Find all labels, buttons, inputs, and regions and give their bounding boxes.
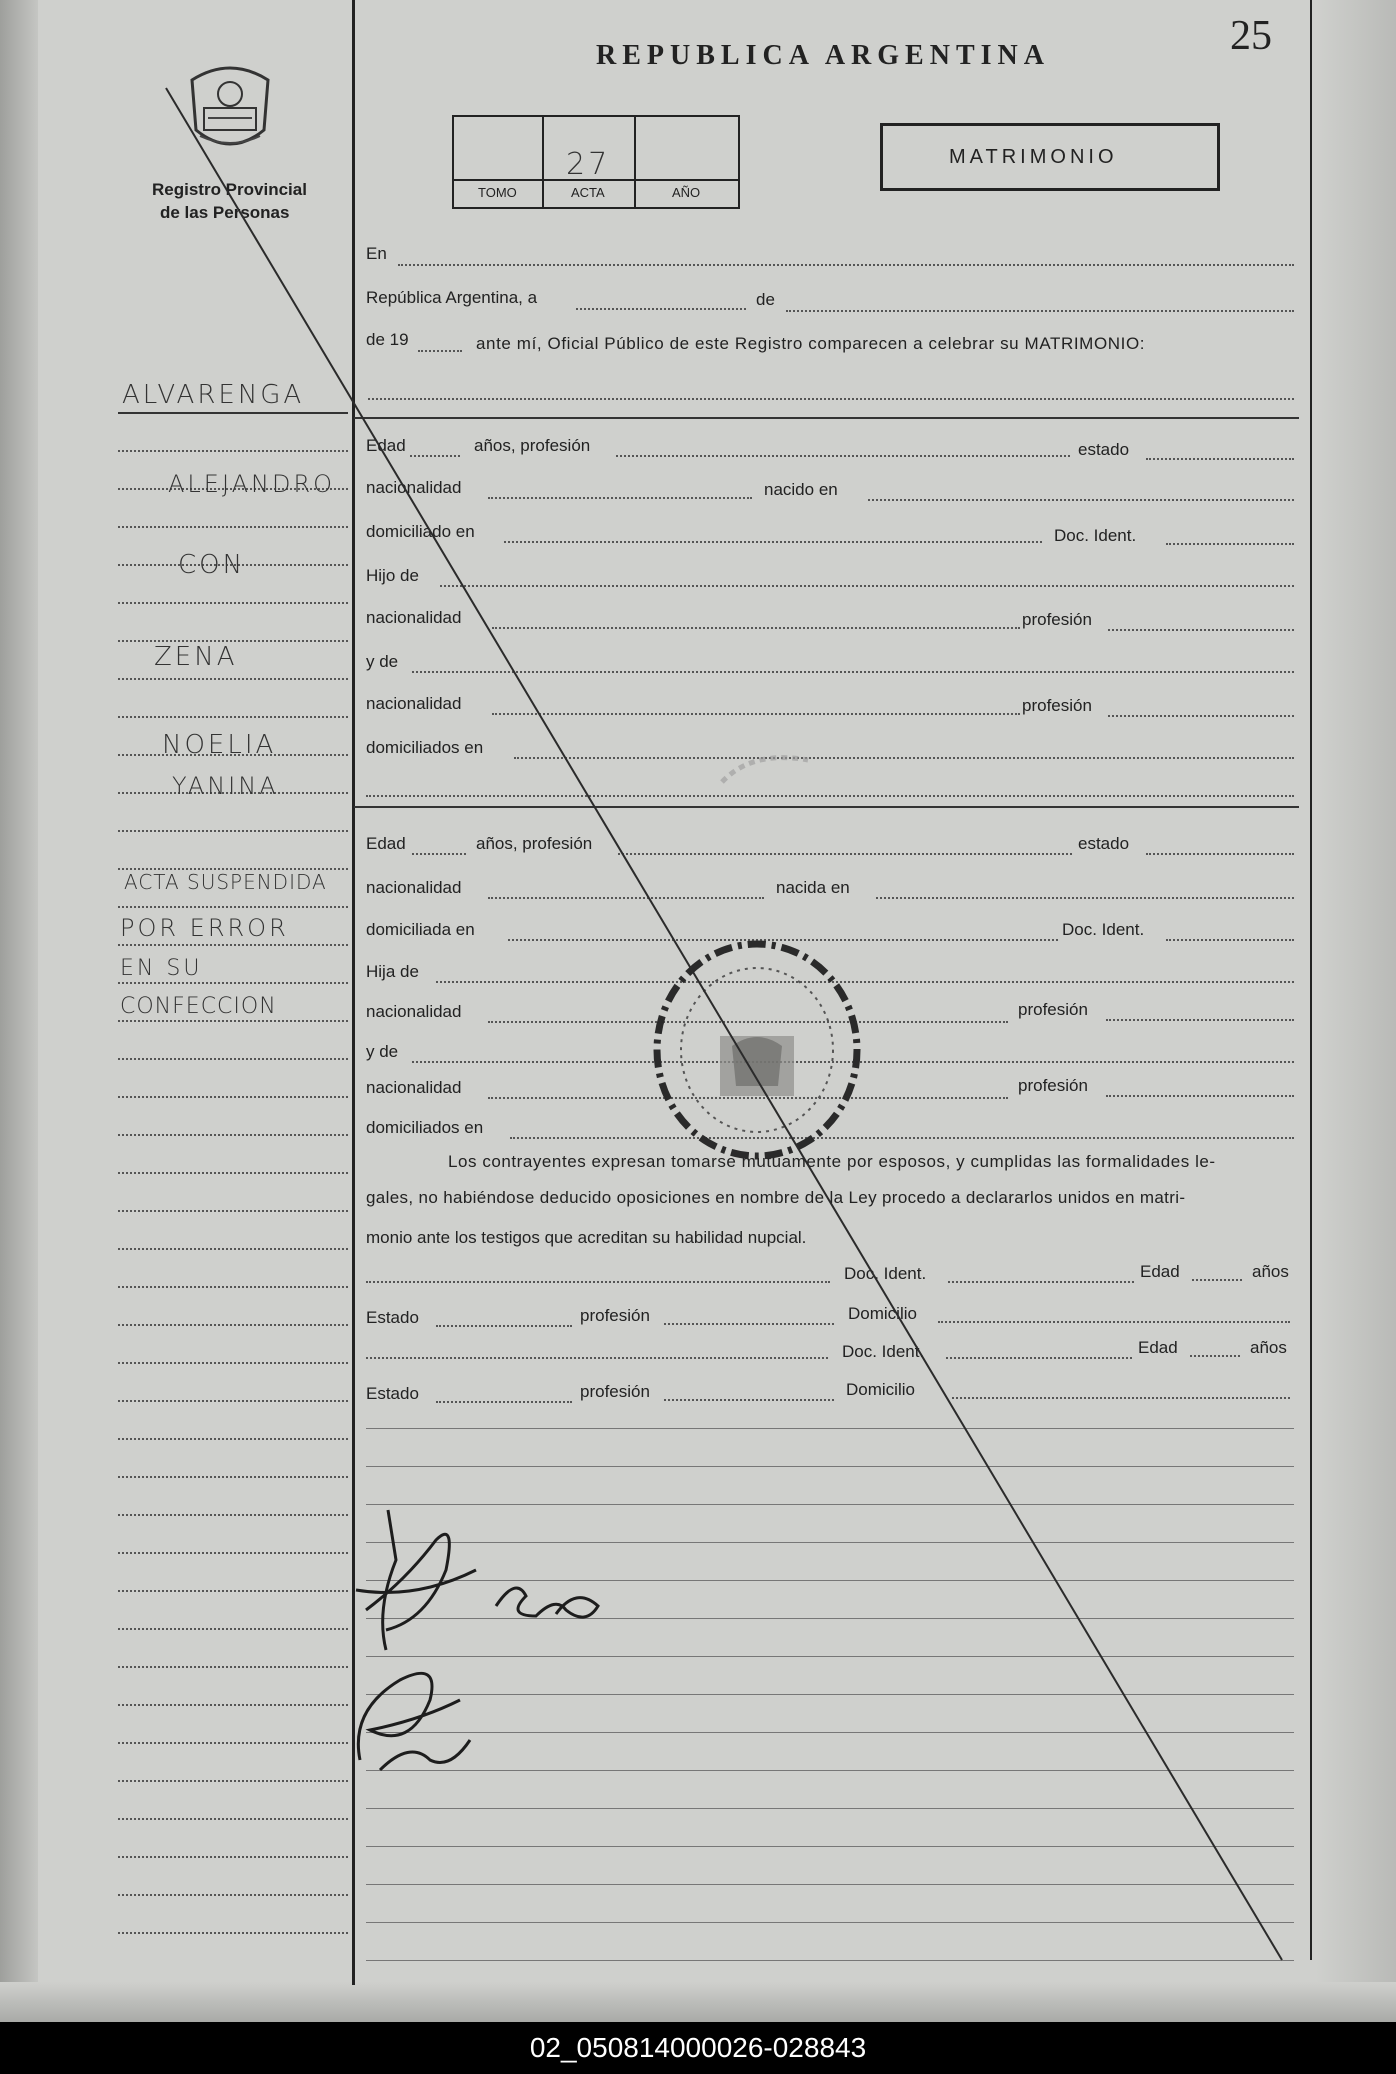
registry-name-line1: Registro Provincial (152, 180, 307, 199)
bride-label-domiciliada: domiciliada en (366, 920, 475, 939)
margin-note-confeccion: CONFECCION (120, 994, 277, 1019)
bride-label-nacionalidad: nacionalidad (366, 878, 462, 897)
witness1-label-domicilio: Domicilio (848, 1304, 917, 1323)
groom-label-estado: estado (1078, 440, 1130, 459)
groom-label-domiciliado: domiciliado en (366, 522, 475, 541)
groom-label-domiciliados: domiciliados en (366, 738, 484, 757)
witness1-label-doc-ident: Doc. Ident. (844, 1264, 927, 1283)
margin-note-first-name: ALEJANDRO (168, 470, 336, 498)
label-ante-mi: ante mí, Oficial Público de este Registro comparecen a celebrar su MATRIMONIO: (476, 334, 1146, 353)
bride-label-profesion-mother: profesión (1018, 1076, 1088, 1095)
declaration-line-1: Los contrayentes expresan tomarse mutuamente por esposos, y cumplidas las formalidades le- (448, 1152, 1216, 1171)
registry-name-line2: de las Personas (160, 203, 290, 222)
bride-label-profesion-father: profesión (1018, 1000, 1088, 1019)
record-type-label: MATRIMONIO (949, 146, 1118, 168)
bride-label-anos-profesion: años, profesión (476, 834, 593, 853)
groom-label-anos-profesion: años, profesión (474, 436, 591, 455)
officer-signature (340, 1640, 500, 1780)
margin-note-suspended: ACTA SUSPENDIDA (124, 870, 327, 894)
bride-label-estado: estado (1078, 834, 1130, 853)
ano-label: AÑO (672, 185, 701, 200)
groom-label-hijo-de: Hijo de (366, 566, 419, 585)
bride-label-y-de: y de (366, 1042, 399, 1061)
groom-label-nacido-en: nacido en (764, 480, 838, 499)
witness1-label-estado: Estado (366, 1308, 419, 1327)
groom-label-profesion-father: profesión (1022, 610, 1092, 629)
margin-note-por-error: POR ERROR (120, 914, 289, 942)
country-title: REPUBLICA ARGENTINA (596, 40, 1050, 71)
bride-label-edad: Edad (366, 834, 406, 853)
witness2-label-anos: años (1250, 1338, 1287, 1357)
witness2-label-doc-ident: Doc. Ident. (842, 1342, 925, 1361)
margin-note-bride-surname: ZENA (154, 642, 238, 672)
margin-note-en-su: EN SU (120, 956, 203, 981)
bride-label-hija-de: Hija de (366, 962, 419, 981)
groom-label-doc-ident: Doc. Ident. (1054, 526, 1137, 545)
tomo-label: TOMO (478, 185, 517, 200)
bride-label-nacionalidad-mother: nacionalidad (366, 1078, 462, 1097)
acta-number-value: 27 (566, 147, 611, 182)
margin-note-con: CON (178, 550, 246, 580)
label-de-19: de 19 (366, 330, 409, 349)
margin-note-surname: ALVARENGA (122, 380, 305, 410)
label-de-month: de (756, 290, 775, 309)
document-id-footer: 02_050814000026-028843 (0, 2022, 1396, 2074)
label-en: En (366, 244, 387, 263)
bride-label-domiciliados: domiciliados en (366, 1118, 484, 1137)
witness1-label-profesion: profesión (580, 1306, 650, 1325)
groom-label-nacionalidad: nacionalidad (366, 478, 462, 497)
witness1-label-anos: años (1252, 1262, 1289, 1281)
bride-label-nacida-en: nacida en (776, 878, 850, 897)
witness2-label-estado: Estado (366, 1384, 419, 1403)
contractant-signature-2 (486, 1566, 606, 1636)
groom-label-edad: Edad (366, 436, 406, 455)
witness2-label-profesion: profesión (580, 1382, 650, 1401)
page-number: 25 (1230, 13, 1272, 59)
witness2-label-edad: Edad (1138, 1338, 1178, 1357)
label-republica: República Argentina, a (366, 288, 538, 307)
acta-label: ACTA (571, 185, 605, 200)
bride-label-doc-ident: Doc. Ident. (1062, 920, 1145, 939)
margin-note-bride-name1: NOELIA (162, 730, 277, 760)
groom-label-nacionalidad-father: nacionalidad (366, 608, 462, 627)
declaration-line-2: gales, no habiéndose deducido oposiciones en nombre de la Ley procedo a declararlos unidos en matri- (366, 1188, 1186, 1207)
margin-note-bride-name2: YANINA (172, 772, 279, 800)
groom-label-y-de: y de (366, 652, 399, 671)
groom-label-profesion-mother: profesión (1022, 696, 1092, 715)
witness1-label-edad: Edad (1140, 1262, 1180, 1281)
declaration-line-3: monio ante los testigos que acreditan su habilidad nupcial. (366, 1228, 807, 1247)
bride-label-nacionalidad-father: nacionalidad (366, 1002, 462, 1021)
witness2-label-domicilio: Domicilio (846, 1380, 915, 1399)
groom-label-nacionalidad-mother: nacionalidad (366, 694, 462, 713)
